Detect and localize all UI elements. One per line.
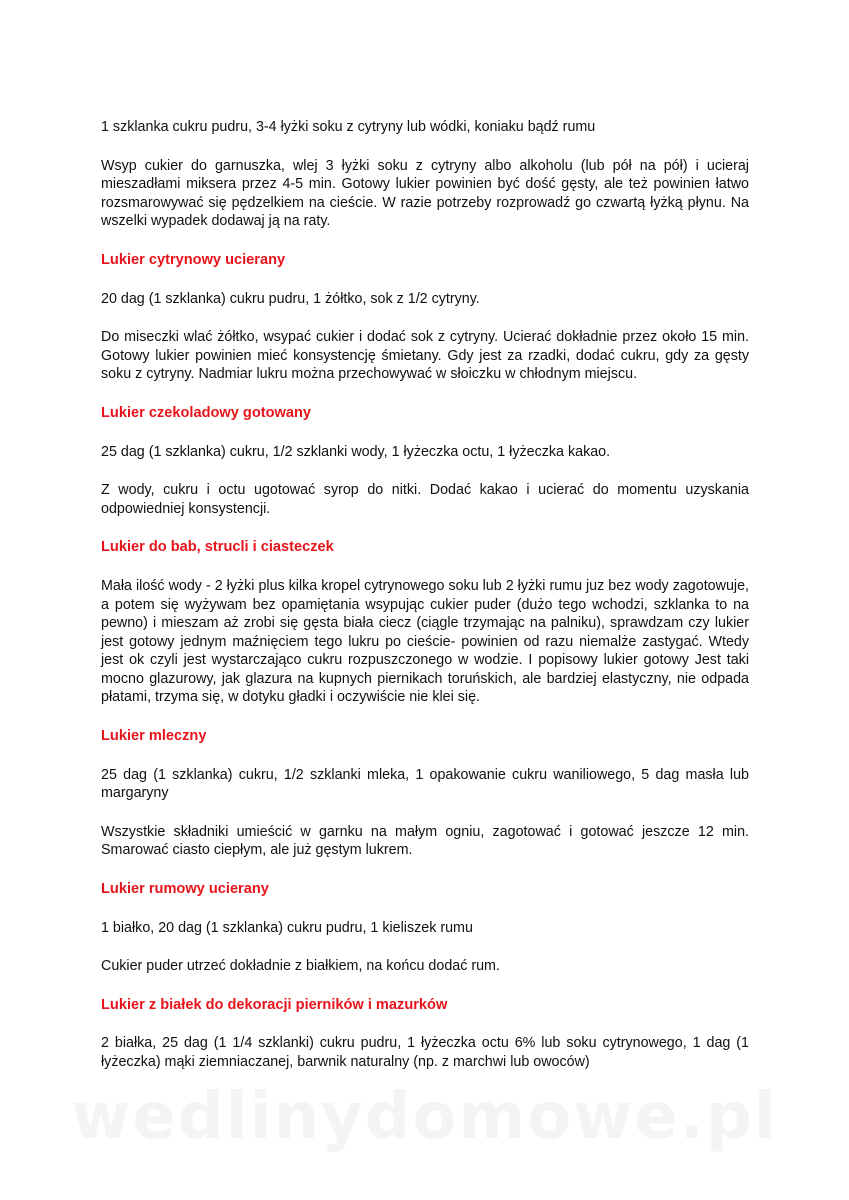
rum-icing-ingredients: 1 białko, 20 dag (1 szklanka) cukru pudru, 1 kieliszek rumu <box>101 919 473 936</box>
chocolate-icing-method: Z wody, cukru i octu ugotować syrop do nitki. Dodać kakao i ucierać do momentu uzyskania odpowiedniej konsystencji. <box>101 482 749 517</box>
rum-icing-title: Lukier rumowy ucierany <box>101 881 269 898</box>
lemon-icing-title: Lukier cytrynowy ucierany <box>101 251 286 268</box>
egg-white-icing-ingredients: 2 białka, 25 dag (1 1/4 szklanki) cukru pudru, 1 łyżeczka octu 6% lub soku cytrynowego, 1 dag (1 łyżeczka) mąki ziemniaczanej, barwnik naturalny (np. z marchwi lub owoców) <box>101 1035 749 1070</box>
milk-icing-ingredients: 25 dag (1 szklanka) cukru, 1/2 szklanki mleka, 1 opakowanie cukru waniliowego, 5 dag masła lub margaryny <box>101 766 749 802</box>
intro-method: Wsyp cukier do garnuszka, wlej 3 łyżki soku z cytryny albo alkoholu (lub pół na pół) i ucieraj mieszadłami miksera przez 4-5 min. Gotowy lukier powinien być dość gęsty, ale też powinien łatwo rozsmarowywać się pędzelkiem na cieście. W razie potrzeby rozprowadź go czwartą łyżką płynu. Na wszelki wypadek dodawaj ją na raty. <box>101 157 749 230</box>
milk-icing-method: Wszystkie składniki umieścić w garnku na małym ogniu, zagotować i gotować jeszcze 12 min. Smarować ciasto ciepłym, ale już gęstym lukrem. <box>101 823 749 859</box>
babka-icing-title: Lukier do bab, strucli i ciasteczek <box>101 539 334 556</box>
rum-icing-method: Cukier puder utrzeć dokładnie z białkiem, na końcu dodać rum. <box>101 958 500 975</box>
chocolate-icing-ingredients: 25 dag (1 szklanka) cukru, 1/2 szklanki wody, 1 łyżeczka octu, 1 łyżeczka kakao. <box>101 443 611 460</box>
egg-white-icing-title: Lukier z białek do dekoracji pierników i mazurków <box>101 996 448 1013</box>
chocolate-icing-title: Lukier czekoladowy gotowany <box>101 404 312 421</box>
lemon-icing-ingredients: 20 dag (1 szklanka) cukru pudru, 1 żółtko, sok z 1/2 cytryny. <box>101 290 480 307</box>
milk-icing-title: Lukier mleczny <box>101 728 207 745</box>
recipe-document <box>101 118 749 1092</box>
intro-ingredients: 1 szklanka cukru pudru, 3-4 łyżki soku z cytryny lub wódki, koniaku bądź rumu <box>101 119 596 135</box>
lemon-icing-method: Do miseczki wlać żółtko, wsypać cukier i dodać sok z cytryny. Ucierać dokładnie przez około 15 min. Gotowy lukier powinien mieć konsystencję śmietany. Gdy jest za rzadki, dodać cukru, gdy za gęsty soku z cytryny. Nadmiar lukru można przechowywać w słoiczku w chłodnym miejscu. <box>101 329 749 383</box>
babka-icing-method: Mała ilość wody - 2 łyżki plus kilka kropel cytrynowego soku lub 2 łyżki rumu juz bez wody zagotowuje, a potem się wyżywam bez opamiętania wsypując cukier puder (dużo tego wchodzi, szklanka to na pewno) i mieszam aż zrobi się gęsta biała ciecz (ciągle trzymając na palniku), sprawdzam czy lukier jest gotowy jednym maźnięciem tego lukru po cieście- powinien od razu niemalże zastygać. Wtedy jest ok czyli jest wystarczająco cukru rozpuszczonego w wodzie. I popisowy lukier gotowy Jest taki mocno glazurowy, jak glazura na kupnych piernikach toruńskich, ale bardziej elastyczny, nie odpada płatami, trzyma się, w dotyku gładki i oczywiście nie klei się. <box>101 577 749 706</box>
site-watermark: wedlinydomowe.pl <box>71 1080 778 1154</box>
